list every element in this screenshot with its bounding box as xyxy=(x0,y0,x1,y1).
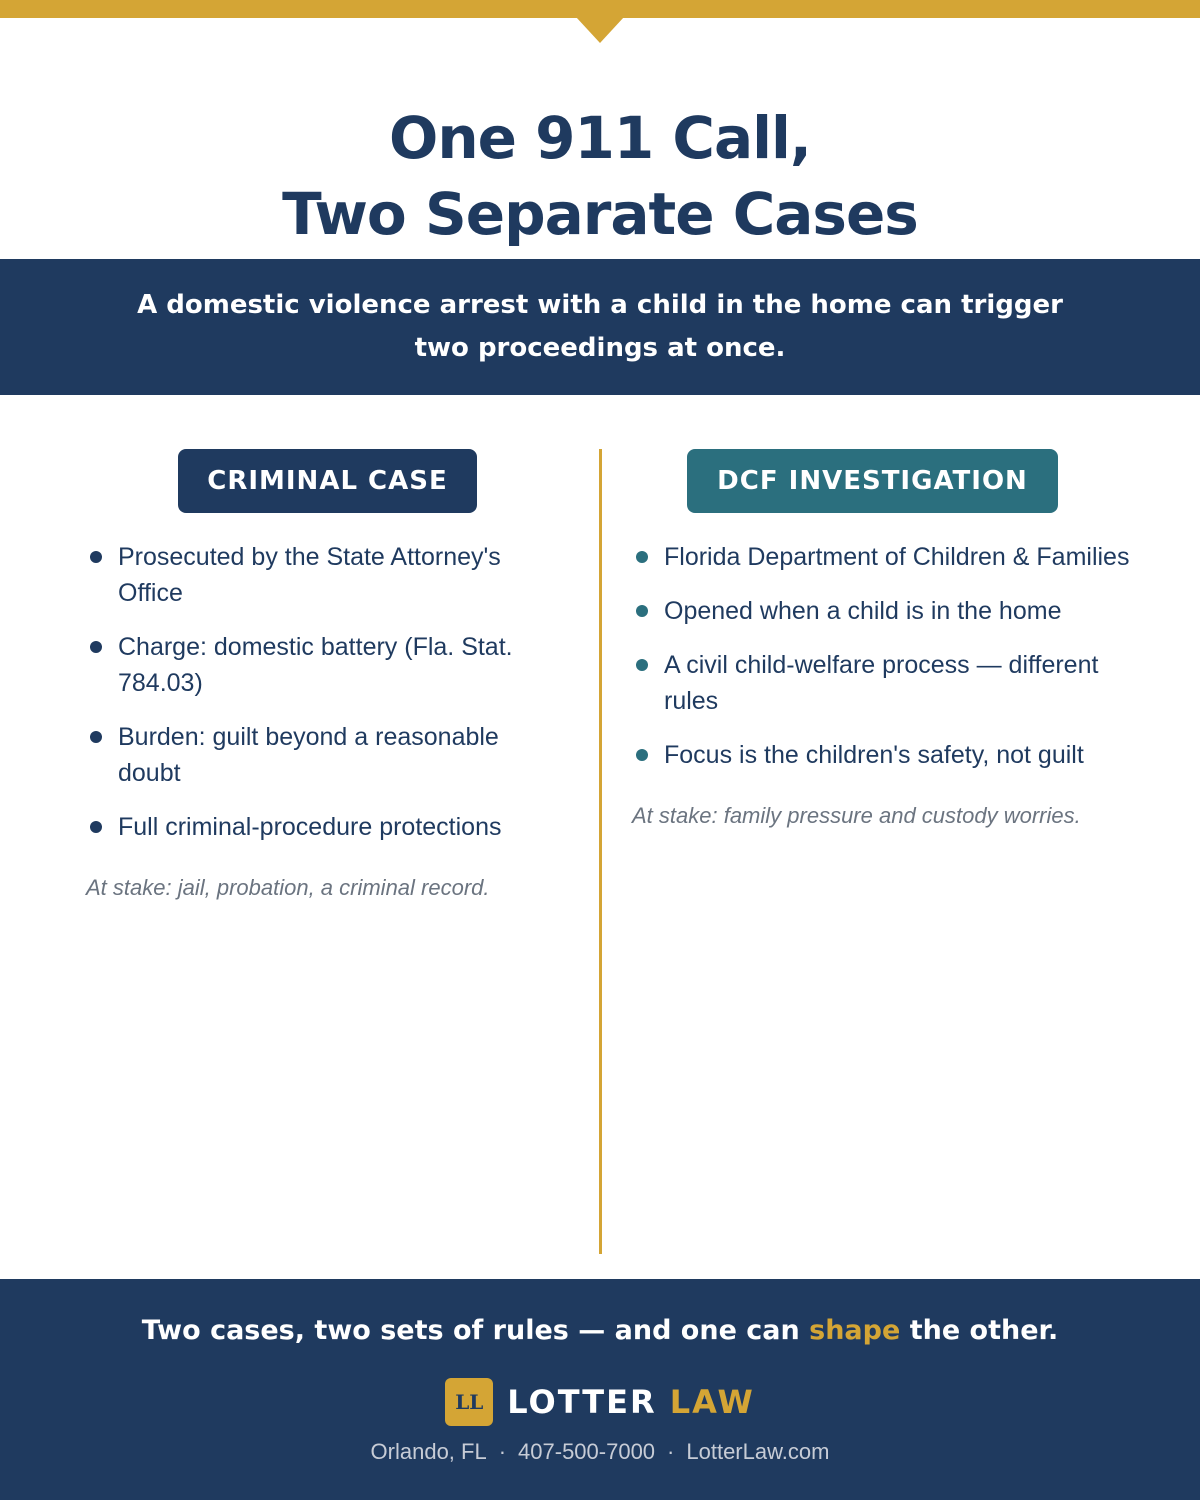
contact-line xyxy=(0,1439,1200,1465)
list-item xyxy=(632,647,1132,719)
brand-name-second: LAW xyxy=(669,1383,755,1421)
criminal-case-header: CRIMINAL CASE xyxy=(178,449,477,513)
contact-website: LotterLaw.com xyxy=(686,1439,830,1464)
dcf-investigation-list xyxy=(632,539,1132,773)
footer-tagline xyxy=(0,1315,1200,1346)
bullet-dot-icon xyxy=(636,749,648,761)
tagline-part-2: the other. xyxy=(900,1315,1059,1346)
page-title xyxy=(0,100,1200,252)
bullet-dot-icon xyxy=(636,605,648,617)
logo-monogram-icon: LL xyxy=(445,1378,493,1426)
bullet-dot-icon xyxy=(636,551,648,563)
bullet-dot-icon xyxy=(90,641,102,653)
bullet-dot-icon xyxy=(636,659,648,671)
contact-separator: · xyxy=(667,1439,675,1464)
list-item xyxy=(86,629,566,701)
list-item xyxy=(632,539,1132,575)
list-item-text: Focus is the children's safety, not guilt xyxy=(664,741,1084,769)
top-accent-bar xyxy=(0,0,1200,18)
title-line-1: One 911 Call, xyxy=(389,104,811,172)
title-line-2: Two Separate Cases xyxy=(282,180,918,248)
list-item-text: A civil child-welfare process — different rules xyxy=(664,651,1099,715)
tagline-accent-word: shape xyxy=(809,1315,901,1346)
subtitle: A domestic violence arrest with a child in the home can trigger two proceedings at once. xyxy=(137,290,1063,363)
list-item-text: Prosecuted by the State Attorney's Office xyxy=(118,543,501,607)
brand-name xyxy=(507,1383,755,1421)
contact-city: Orlando, FL xyxy=(370,1439,487,1464)
column-divider xyxy=(599,449,602,1254)
list-item-text: Full criminal-procedure protections xyxy=(118,813,502,841)
bullet-dot-icon xyxy=(90,551,102,563)
criminal-stake-note: At stake: jail, probation, a criminal record. xyxy=(86,875,490,900)
list-item xyxy=(632,737,1132,773)
list-item-text: Charge: domestic battery (Fla. Stat. 784.03) xyxy=(118,633,513,697)
subtitle-band xyxy=(0,259,1200,395)
tagline-part-1: Two cases, two sets of rules — and one can xyxy=(141,1315,810,1346)
bullet-dot-icon xyxy=(90,821,102,833)
brand-logo xyxy=(0,1375,1200,1429)
list-item-text: Florida Department of Children & Families xyxy=(664,543,1130,571)
list-item xyxy=(86,719,566,791)
bullet-dot-icon xyxy=(90,731,102,743)
list-item xyxy=(632,593,1132,629)
list-item xyxy=(86,809,566,845)
criminal-case-column xyxy=(86,449,566,901)
criminal-case-list xyxy=(86,539,566,845)
list-item-text: Burden: guilt beyond a reasonable doubt xyxy=(118,723,499,787)
contact-separator: · xyxy=(498,1439,507,1464)
dcf-investigation-column xyxy=(632,449,1132,829)
list-item xyxy=(86,539,566,611)
list-item-text: Opened when a child is in the home xyxy=(664,597,1062,625)
footer xyxy=(0,1279,1200,1500)
dcf-investigation-header: DCF INVESTIGATION xyxy=(687,449,1058,513)
top-accent-notch xyxy=(576,17,624,43)
contact-phone: 407-500-7000 xyxy=(518,1439,656,1464)
brand-name-first: LOTTER xyxy=(507,1383,657,1421)
dcf-stake-note: At stake: family pressure and custody worries. xyxy=(632,803,1081,828)
